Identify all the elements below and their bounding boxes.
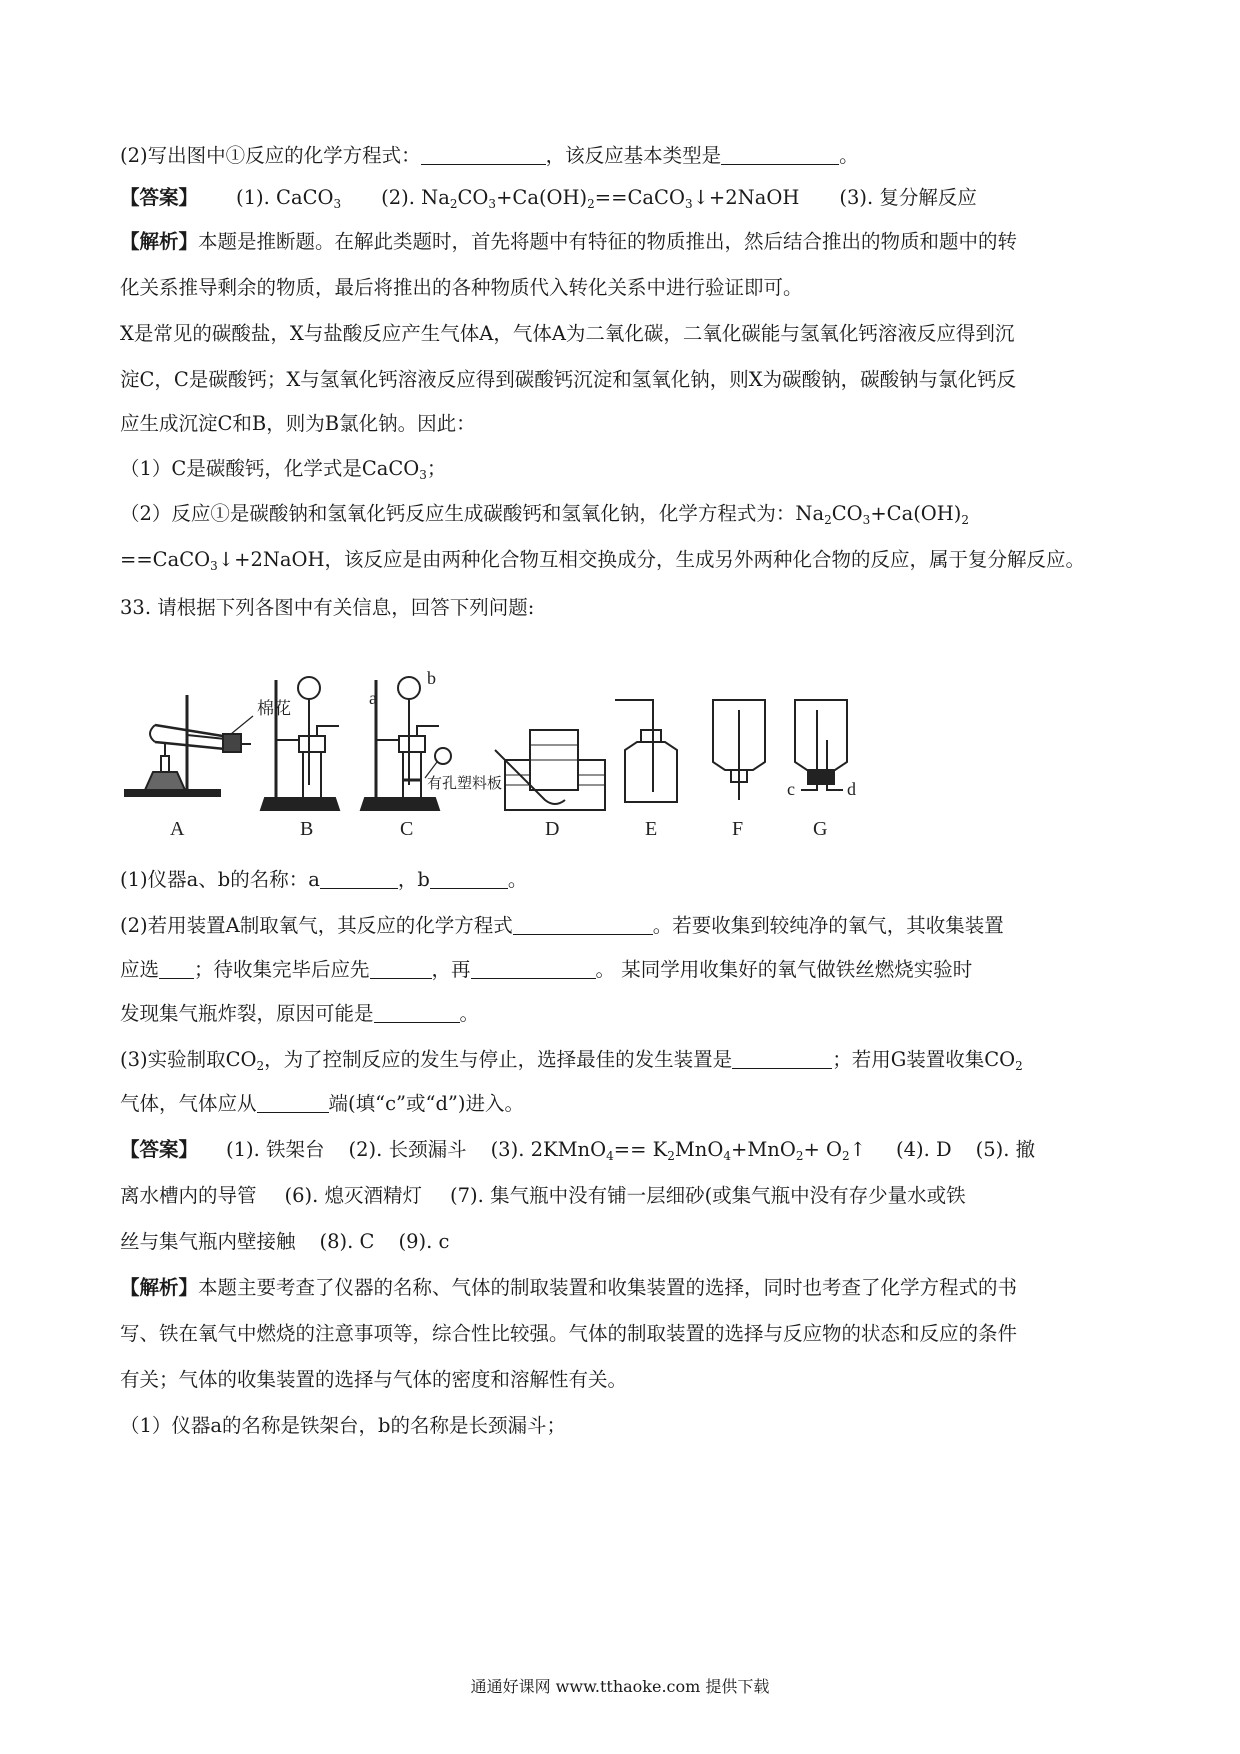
q33-part2-line-1: (2)若用装置A制取氧气，其反应的化学方程式 。若要收集到较纯净的氧气，其收集装置 (120, 914, 1004, 937)
answer-blank[interactable] (159, 958, 194, 979)
q32-part2-line: (2)写出图中①反应的化学方程式： ，该反应基本类型是 。 (120, 144, 859, 167)
cotton-label: 棉花 (257, 699, 291, 718)
label-b: B (300, 818, 314, 840)
q32-analysis-line-2: 化关系推导剩余的物质，最后将推出的各种物质代入转化关系中进行验证即可。 (120, 276, 803, 299)
page-footer: 通通好课网 www.tthaoke.com 提供下载 (470, 1677, 770, 1696)
answer-blank[interactable] (374, 1002, 460, 1023)
answer-blank[interactable] (370, 958, 432, 979)
c-label: c (787, 779, 795, 799)
q33-part3-line-2: 气体，气体应从 端(填“c”或“d”)进入。 (120, 1092, 525, 1115)
label-c: C (400, 818, 414, 840)
apparatus-a (125, 695, 253, 796)
label-a: A (170, 818, 185, 840)
apparatus-d (495, 730, 605, 810)
q33-title: 33. 请根据下列各图中有关信息，回答下列问题: (120, 596, 535, 619)
q33-part2-line-2: 应选 ；待收集完毕后应先 ，再 。 某同学用收集好的氧气做铁丝燃烧实验时 (120, 958, 973, 981)
b-label: b (427, 668, 436, 688)
q33-part2-line-3: 发现集气瓶炸裂，原因可能是 。 (120, 1002, 480, 1025)
answer-blank[interactable] (732, 1048, 832, 1069)
q32-analysis-line-4: 淀C，C是碳酸钙；X与氢氧化钙溶液反应得到碳酸钙沉淀和氢氧化钠，则X为碳酸钠，碳酸钠与氯化钙反 (120, 368, 1017, 391)
q33-analysis-line-1: 【解析】本题主要考查了仪器的名称、气体的制取装置和收集装置的选择，同时也考查了化学方程式的书 (120, 1276, 1018, 1299)
q33-part1-line: (1)仪器a、b的名称：a ，b 。 (120, 868, 528, 891)
q33-answer-line-3: 丝与集气瓶内壁接触 (8). C (9). c (120, 1230, 450, 1253)
q33-analysis-line-4: （1）仪器a的名称是铁架台，b的名称是长颈漏斗； (120, 1414, 567, 1437)
q32-answer-line: 【答案】 (1). CaCO$_3$ (2). $Na_2CO_3+Ca(OH)_2==CaCO_3↓+2NaOH$ (3). 复分解反应 (120, 186, 977, 211)
q33-part3-line-1: (3)实验制取$CO_2$，为了控制反应的发生与停止，选择最佳的发生装置是 ；若用G装置收集$CO_2$ (120, 1048, 1023, 1073)
q32-analysis-line-7: （2）反应①是碳酸钠和氢氧化钙反应生成碳酸钙和氢氧化钠，化学方程式为：$Na_2CO_3+Ca(OH)_2$ (120, 502, 970, 527)
q33-analysis-line-3: 有关；气体的收集装置的选择与气体的密度和溶解性有关。 (120, 1368, 628, 1391)
q32-analysis-line-8: ==CaCO$_3$↓+2NaOH，该反应是由两种化合物互相交换成分，生成另外两种化合物的反应，属于复分解反应。 (120, 548, 1086, 573)
label-d: D (545, 818, 560, 840)
a-label: a (369, 688, 377, 708)
apparatus-g (795, 700, 847, 790)
answer-blank[interactable] (421, 144, 546, 165)
apparatus-figure (125, 668, 995, 885)
apparatus-e (615, 700, 677, 802)
answer-blank[interactable] (721, 144, 839, 165)
q32-analysis-line-6: （1）C是碳酸钙，化学式是CaCO$_3$； (120, 457, 447, 482)
answer-blank[interactable] (320, 868, 398, 889)
answer-blank[interactable] (471, 958, 596, 979)
perforated-plate-label: 有孔塑料板 (427, 776, 503, 792)
label-e: E (645, 818, 658, 840)
q33-answer-line-1: 【答案】 (1). 铁架台 (2). 长颈漏斗 (3). 2KMnO$_4$== $K_2MnO_4+MnO_2+$ $O_2↑$ (4). D (5). 撤 (120, 1138, 1036, 1163)
d-label: d (847, 779, 856, 799)
label-g: G (813, 818, 828, 840)
apparatus-b (261, 677, 339, 810)
label-f: F (732, 818, 744, 840)
answer-blank[interactable] (430, 868, 508, 889)
q32-analysis-line-3: X是常见的碳酸盐，X与盐酸反应产生气体A，气体A为二氧化碳，二氧化碳能与氢氧化钙溶液反应得到沉 (120, 322, 1015, 345)
apparatus-f (713, 700, 765, 800)
q32-analysis-line-1: 【解析】本题是推断题。在解此类题时，首先将题中有特征的物质推出，然后结合推出的物质和题中的转 (120, 230, 1018, 253)
q33-analysis-line-2: 写、铁在氧气中燃烧的注意事项等，综合性比较强。气体的制取装置的选择与反应物的状态和反应的条件 (120, 1322, 1018, 1345)
q33-answer-line-2: 离水槽内的导管 (6). 熄灭酒精灯 (7). 集气瓶中没有铺一层细砂(或集气瓶中没有存少量水或铁 (120, 1184, 966, 1207)
answer-blank[interactable] (257, 1092, 329, 1113)
answer-blank[interactable] (513, 914, 653, 935)
q32-analysis-line-5: 应生成沉淀C和B，则为B氯化钠。因此： (120, 412, 476, 435)
